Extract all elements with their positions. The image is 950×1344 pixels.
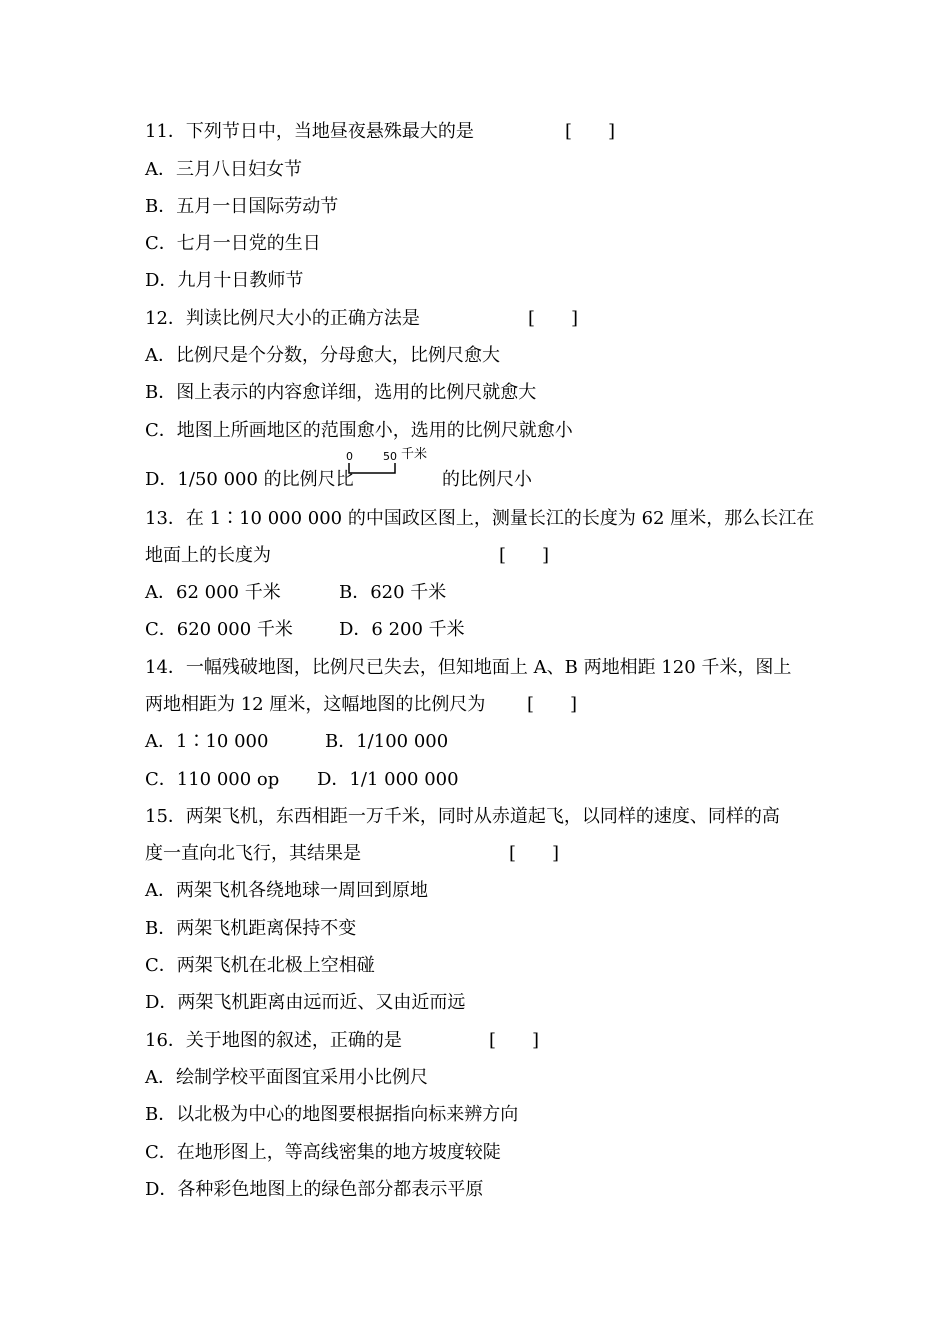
question-13-option-a: A．62 000 千米 bbox=[145, 582, 281, 603]
question-16-option-b: B．以北极为中心的地图要根据指向标来辨方向 bbox=[145, 1104, 519, 1125]
question-11-option-d: D．九月十日教师节 bbox=[145, 270, 304, 291]
answer-bracket: [ ] bbox=[499, 545, 550, 566]
option-d-prefix: D．1/50 000 的比例尺比 bbox=[145, 469, 354, 490]
answer-bracket: [ ] bbox=[528, 308, 579, 329]
question-15-stem: 度一直向北飞行，其结果是 bbox=[145, 843, 361, 864]
question-11-stem: 11．下列节日中，当地昼夜悬殊最大的是 bbox=[145, 121, 474, 142]
question-13-stem: 地面上的长度为 bbox=[145, 545, 271, 566]
question-12-option-c: C．地图上所画地区的范围愈小，选用的比例尺就愈小 bbox=[145, 420, 573, 441]
option-d-suffix: 的比例尺小 bbox=[442, 469, 532, 490]
question-13-option-b: B．620 千米 bbox=[339, 582, 447, 603]
question-16-option-d: D．各种彩色地图上的绿色部分都表示平原 bbox=[145, 1179, 484, 1200]
question-14-option-b: B．1/100 000 bbox=[325, 731, 449, 752]
scale-zero-label: 0 bbox=[346, 450, 353, 463]
question-15-option-d: D．两架飞机距离由远而近、又由近而远 bbox=[145, 992, 466, 1013]
answer-bracket: [ ] bbox=[509, 843, 560, 864]
question-11-option-b: B．五月一日国际劳动节 bbox=[145, 196, 339, 217]
question-13-option-d: D．6 200 千米 bbox=[339, 619, 465, 640]
question-14-stem-line-1: 14．一幅残破地图，比例尺已失去，但知地面上 A、B 两地相距 120 千米，图上 bbox=[145, 657, 792, 678]
scale-unit-label: 千米 bbox=[401, 447, 428, 462]
answer-bracket: [ ] bbox=[527, 694, 578, 715]
question-13-stem-line-1: 13．在 1∶10 000 000 的中国政区图上，测量长江的长度为 62 厘米，那么长江在 bbox=[145, 508, 815, 529]
answer-bracket: [ ] bbox=[489, 1030, 540, 1051]
scale-fifty-label: 50 bbox=[383, 450, 397, 463]
question-13-option-c: C．620 000 千米 bbox=[145, 619, 293, 640]
question-12-option-a: A．比例尺是个分数，分母愈大，比例尺愈大 bbox=[145, 345, 500, 366]
question-12-stem: 12．判读比例尺大小的正确方法是 bbox=[145, 308, 420, 329]
question-11-option-a: A．三月八日妇女节 bbox=[145, 159, 302, 180]
question-14-option-a: A．1∶10 000 bbox=[145, 731, 269, 752]
question-14-option-c: C．110 000 op bbox=[145, 769, 280, 790]
question-16-option-a: A．绘制学校平面图宜采用小比例尺 bbox=[145, 1067, 428, 1088]
question-12-option-b: B．图上表示的内容愈详细，选用的比例尺就愈大 bbox=[145, 382, 537, 403]
question-14-option-d: D．1/1 000 000 bbox=[317, 769, 459, 790]
question-14-stem: 两地相距为 12 厘米，这幅地图的比例尺为 bbox=[145, 694, 486, 715]
question-16-option-c: C．在地形图上，等高线密集的地方坡度较陡 bbox=[145, 1142, 501, 1163]
question-11-option-c: C．七月一日党的生日 bbox=[145, 233, 321, 254]
question-15-option-b: B．两架飞机距离保持不变 bbox=[145, 918, 357, 939]
scale-bar-graphic bbox=[345, 447, 428, 481]
question-15-option-c: C．两架飞机在北极上空相碰 bbox=[145, 955, 375, 976]
question-15-option-a: A．两架飞机各绕地球一周回到原地 bbox=[145, 880, 428, 901]
question-15-stem-line-1: 15．两架飞机，东西相距一万千米，同时从赤道起飞，以同样的速度、同样的高 bbox=[145, 806, 780, 827]
answer-bracket: [ ] bbox=[565, 121, 616, 142]
question-16-stem: 16．关于地图的叙述，正确的是 bbox=[145, 1030, 402, 1051]
